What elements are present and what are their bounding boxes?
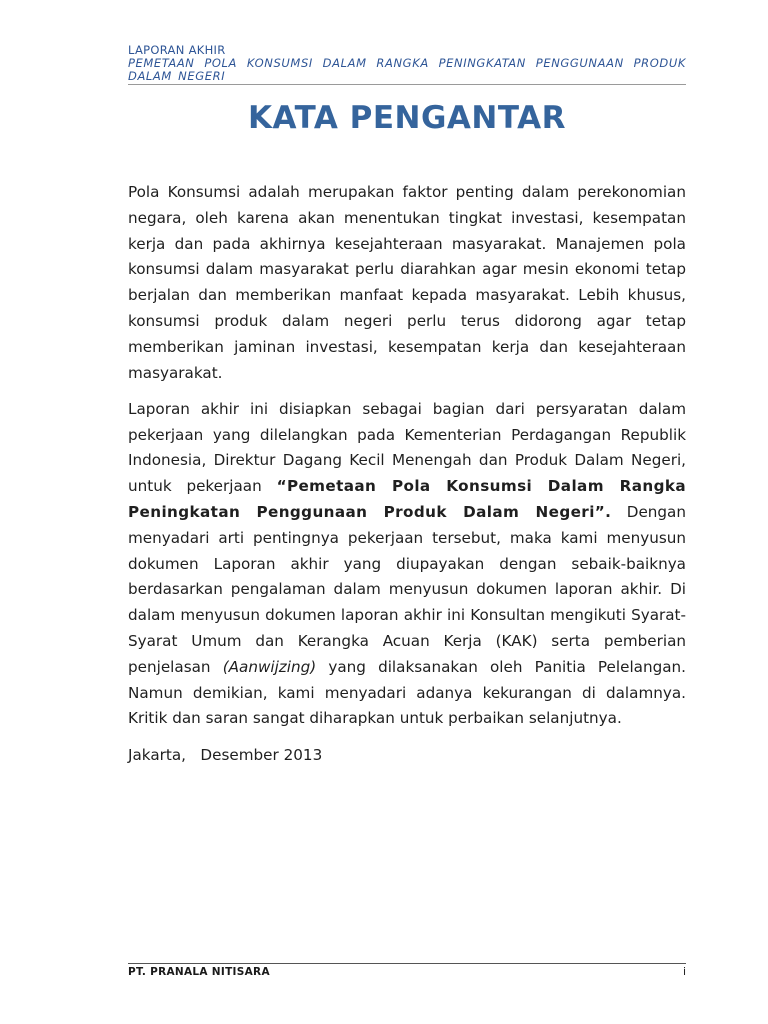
page-header <box>128 44 686 83</box>
header-title: LAPORAN AKHIR <box>128 43 226 57</box>
document-title: KATA PENGANTAR <box>248 100 566 136</box>
project-name: “Pemetaan Pola Konsumsi Dalam Rangka Peningkatan Penggunaan Produk Dalam Negeri”. <box>128 477 686 522</box>
page-number: i <box>682 965 686 978</box>
paragraph-report-text-3: yang dilaksanakan oleh Panitia Pelelangan. Namun demikian, kami menyadari adanya kekurangan di dalamnya. Kritik dan saran sangat diharapkan untuk perbaikan selanjutnya. <box>128 657 686 728</box>
paragraph-intro: Pola Konsumsi adalah merupakan faktor penting dalam perekonomian negara, oleh karena akan menentukan tingkat investasi, kesempatan kerja dan pada akhirnya kesejahteraan masyarakat. Manajemen pola konsumsi dalam masyarakat perlu diarahkan agar mesin ekonomi tetap berjalan dan memberikan manfaat kepada masyarakat. Lebih khusus, konsumsi produk dalam negeri perlu terus didorong agar tetap memberikan jaminan investasi, kesempatan kerja dan kesejahteraan masyarakat. <box>128 183 686 382</box>
aanwijzing-term: (Aanwijzing) <box>222 657 317 676</box>
footer-company: PT. PRANALA NITISARA <box>128 966 270 978</box>
footer-divider <box>128 963 686 964</box>
place-date: Jakarta, Desember 2013 <box>128 745 323 764</box>
document-body <box>128 180 686 779</box>
paragraph-report-text-1: Laporan akhir ini disiapkan sebagai bagian dari persyaratan dalam pekerjaan yang dilelangkan pada Kementerian Perdagangan Republik Indonesia, Direktur Dagang Kecil Menengah dan Produk Dalam Negeri, untuk pekerjaan <box>128 399 686 496</box>
header-subtitle: PEMETAAN POLA KONSUMSI DALAM RANGKA PENINGKATAN PENGGUNAAN PRODUK DALAM NEGERI <box>128 56 686 83</box>
paragraph-report-text-2: Dengan menyadari arti pentingnya pekerjaan tersebut, maka kami menyusun dokumen Laporan akhir yang diupayakan dengan sebaik-baiknya berdasarkan pengalaman dalam menyusun dokumen laporan akhir. Di dalam menyusun dokumen laporan akhir ini Konsultan mengikuti Syarat-Syarat Umum dan Kerangka Acuan Kerja (KAK) serta pemberian penjelasan <box>128 503 686 676</box>
paragraph-report <box>128 397 686 732</box>
header-divider <box>128 84 686 85</box>
